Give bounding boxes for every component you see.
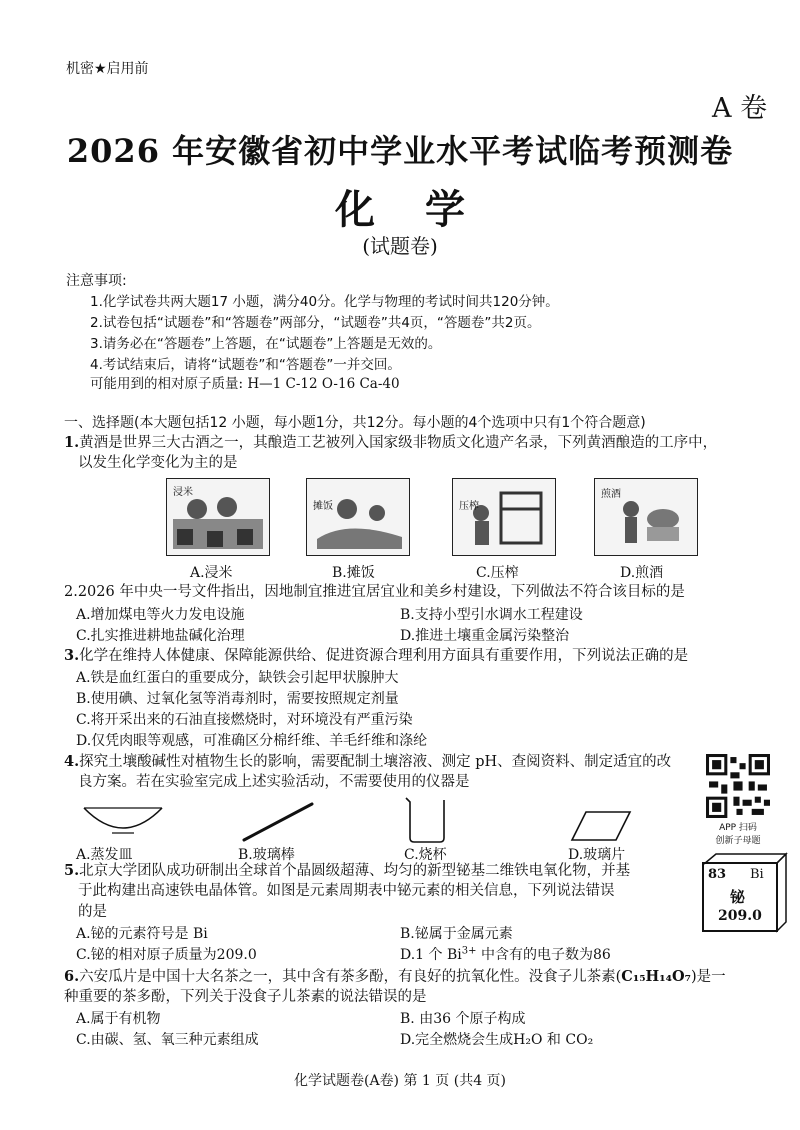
question-2-stem: 2.2026 年中央一号文件指出，因地制宜推进宜居宜业和美乡村建设，下列做法不符合该目标的是 — [64, 584, 685, 600]
option-b: B.玻璃棒 — [238, 847, 295, 863]
confidential-mark: 机密★启用前 — [66, 61, 149, 77]
qr-caption-2: 创新子母题 — [715, 836, 761, 846]
image-label: 浸米 — [173, 487, 193, 498]
image-label: 压榨 — [459, 501, 479, 512]
option-a: A.浸米 — [190, 565, 233, 581]
glass-rod-icon — [238, 800, 318, 846]
option-a: A.属于有机物 — [76, 1011, 161, 1027]
question-number: 4. — [64, 753, 80, 770]
option-text: 中含有的电子数为86 — [476, 947, 611, 963]
option-d: D.完全燃烧会生成H₂O 和 CO₂ — [400, 1032, 594, 1048]
element-card-bismuth — [702, 862, 778, 932]
notice-heading: 注意事项: — [66, 273, 127, 289]
option-c: C.铋的相对原子质量为209.0 — [76, 947, 257, 963]
notice-item: 1.化学试卷共两大题17 小题，满分40分。化学与物理的考试时间共120分钟。 — [90, 294, 559, 310]
question-number: 5. — [64, 862, 80, 879]
qr-caption-1: APP 扫码 — [719, 823, 757, 833]
question-1-stem-cont: 以发生化学变化为主的是 — [78, 455, 238, 471]
paper-type: A 卷 — [712, 93, 768, 124]
question-text: 探究土壤酸碱性对植物生长的影响，需要配制土壤溶液、测定 pH、查阅资料、制定适宜的改 — [79, 754, 672, 770]
ion-charge: 3+ — [461, 945, 477, 957]
image-label: 煎酒 — [601, 489, 621, 500]
option-c: C.将开采出来的石油直接燃烧时，对环境没有严重污染 — [76, 712, 413, 728]
notice-item: 4.考试结束后，请将“试题卷”和“答题卷”一并交回。 — [90, 357, 401, 373]
option-b: B.铋属于金属元素 — [400, 926, 513, 942]
option-d: D.推进土壤重金属污染整治 — [400, 628, 570, 644]
question-1-stem — [64, 432, 717, 454]
question-text: 黄酒是世界三大古酒之一，其酿造工艺被列入国家级非物质文化遗产名录，下列黄酒酿造的工序中， — [79, 435, 718, 451]
option-c: C.由碳、氢、氧三种元素组成 — [76, 1032, 259, 1048]
question-5-stem-cont: 于此构建出高速铁电晶体管。如图是元素周期表中铋元素的相关信息，下列说法错误 — [78, 883, 615, 899]
question-5-stem — [64, 860, 630, 882]
option-image-a — [166, 478, 270, 556]
chemical-formula: C₁₅H₁₄O₇ — [621, 968, 691, 985]
image-label: 摊饭 — [313, 501, 333, 512]
element-symbol: Bi — [750, 867, 764, 882]
beaker-icon — [400, 794, 450, 844]
atomic-number: 83 — [708, 867, 727, 882]
question-text: 北京大学团队成功研制出全球首个晶圆级超薄、均匀的新型铋基二维铁电氧化物，并基 — [79, 863, 631, 879]
option-d: D.仅凭肉眼等观感，可准确区分棉纤维、羊毛纤维和涤纶 — [76, 733, 428, 749]
section-heading: 一、选择题(本大题包括12 小题，每小题1分，共12分。每小题的4个选项中只有1个符合题意) — [64, 415, 646, 431]
page-footer: 化学试题卷(A卷) 第 1 页 (共4 页) — [293, 1073, 507, 1089]
qr-code-icon[interactable] — [706, 754, 770, 818]
option-image-b — [306, 478, 410, 556]
option-text: D.1 个 Bi — [400, 947, 462, 963]
question-4-stem — [64, 751, 671, 773]
notice-item: 3.请务必在“答题卷”上答题，在“试题卷”上答题是无效的。 — [90, 336, 442, 352]
option-c: C.烧杯 — [404, 847, 447, 863]
question-number: 1. — [64, 434, 80, 451]
option-b: B.支持小型引水调水工程建设 — [400, 607, 583, 623]
option-a: A.蒸发皿 — [76, 847, 133, 863]
option-b: B.摊饭 — [332, 565, 375, 581]
option-d — [400, 944, 611, 964]
element-name: 铋 — [730, 888, 746, 906]
option-b: B. 由36 个原子构成 — [400, 1011, 526, 1027]
option-d: D.煎酒 — [620, 565, 664, 581]
question-number: 3. — [64, 647, 80, 664]
option-c: C.扎实推进耕地盐碱化治理 — [76, 628, 245, 644]
subject-title: 化学 — [335, 186, 515, 233]
question-3-stem — [64, 645, 688, 667]
notice-item: 2.试卷包括“试题卷”和“答题卷”两部分，“试题卷”共4页，“答题卷”共2页。 — [90, 315, 541, 331]
option-a: A.增加煤电等火力发电设施 — [76, 607, 245, 623]
question-text: 化学在维持人体健康、保障能源供给、促进资源合理利用方面具有重要作用，下列说法正确的是 — [79, 648, 689, 664]
question-6-stem — [64, 966, 784, 988]
atomic-mass: 209.0 — [718, 908, 762, 924]
option-b: B.使用碘、过氧化氢等消毒剂时，需要按照规定剂量 — [76, 691, 399, 707]
option-image-d — [594, 478, 698, 556]
atomic-masses: 可能用到的相对原子质量: H—1 C-12 O-16 Ca-40 — [90, 376, 400, 392]
option-image-c — [452, 478, 556, 556]
question-text: 六安瓜片是中国十大名茶之一，其中含有茶多酚，有良好的抗氧化性。没食子儿茶素( — [79, 969, 622, 985]
evaporating-dish-icon — [80, 800, 166, 840]
option-c: C.压榨 — [476, 565, 519, 581]
spreading-rice-illustration — [307, 479, 409, 555]
option-d: D.玻璃片 — [568, 847, 626, 863]
question-number: 6. — [64, 968, 80, 985]
question-4-stem-cont: 良方案。若在实验室完成上述实验活动，不需要使用的仪器是 — [78, 774, 470, 790]
question-6-stem-cont: 种重要的茶多酚，下列关于没食子儿茶素的说法错误的是 — [64, 989, 427, 1005]
paper-subtitle: (试题卷) — [362, 234, 438, 258]
pressing-illustration — [453, 479, 555, 555]
exam-title: 2026 年安徽省初中学业水平考试临考预测卷 — [66, 132, 734, 170]
option-a: A.铋的元素符号是 Bi — [76, 926, 208, 942]
glass-slide-icon — [568, 808, 634, 844]
question-text: )是一 — [690, 969, 726, 985]
question-5-stem-cont: 的是 — [78, 904, 107, 920]
option-a: A.铁是血红蛋白的重要成分，缺铁会引起甲状腺肿大 — [76, 670, 399, 686]
